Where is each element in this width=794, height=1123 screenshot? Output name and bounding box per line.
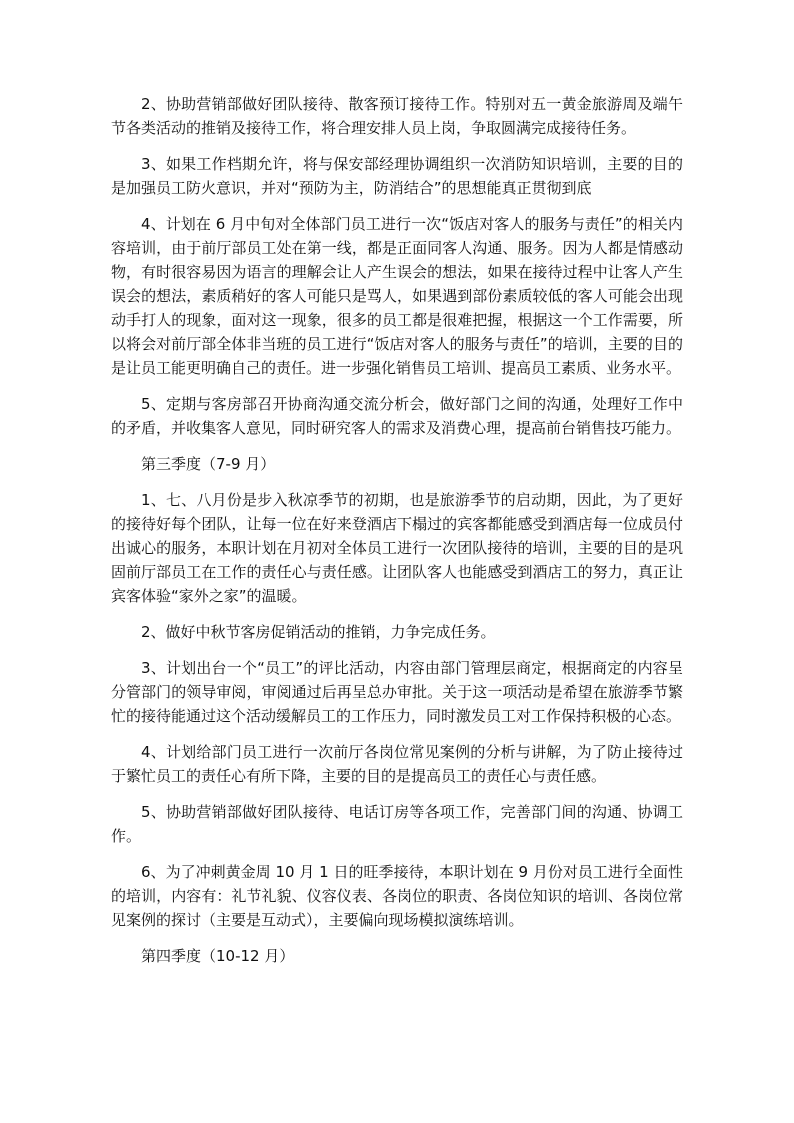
paragraph-q2-item-4: 4、计划在 6 月中旬对全体部门员工进行一次“饭店对客人的服务与责任”的相关内容培训，由于前厅部员工处在第一线，都是正面同客人沟通、服务。因为人都是情感动物，有时很容易因为语言的理解会让人产生误会的想法，如果在接待过程中让客人产生误会的想法，素质稍好的客人可能只是骂人，如果遇到部份素质较低的客人可能会出现动手打人的现象，面对这一现象，很多的员工都是很难把握，根据这一个工作需要，所以将会对前厅部全体非当班的员工进行“饭店对客人的服务与责任”的培训，主要的目的是让员工能更明确自己的责任。进一步强化销售员工培训、提高员工素质、业务水平。 — [111, 215, 683, 377]
paragraph-q2-item-2: 2、协助营销部做好团队接待、散客预订接待工作。特别对五一黄金旅游周及端午节各类活动的推销及接待工作，将合理安排人员上岗，争取圆满完成接待任务。 — [111, 95, 683, 137]
paragraph-q3-item-6: 6、为了冲刺黄金周 10 月 1 日的旺季接待，本职计划在 9 月份对员工进行全面性的培训，内容有：礼节礼貌、仪容仪表、各岗位的职责、各岗位知识的培训、各岗位常见案例的探讨（主要是互动式），主要偏向现场模拟演练培训。 — [111, 863, 683, 929]
paragraph-q3-item-5: 5、协助营销部做好团队接待、电话订房等各项工作，完善部门间的沟通、协调工作。 — [111, 803, 683, 845]
document-page — [111, 92, 683, 980]
paragraph-q3-item-4: 4、计划给部门员工进行一次前厅各岗位常见案例的分析与讲解，为了防止接待过于繁忙员工的责任心有所下降，主要的目的是提高员工的责任心与责任感。 — [111, 743, 683, 785]
paragraph-q2-item-3: 3、如果工作档期允许，将与保安部经理协调组织一次消防知识培训，主要的目的是加强员工防火意识，并对“预防为主，防消结合”的思想能真正贯彻到底 — [111, 155, 683, 197]
section-heading-q3: 第三季度（7-9 月） — [141, 455, 276, 473]
paragraph-q3-item-1: 1、七、八月份是步入秋凉季节的初期，也是旅游季节的启动期，因此，为了更好的接待好每个团队，让每一位在好来登酒店下榻过的宾客都能感受到酒店每一位成员付出诚心的服务，本职计划在月初对全体员工进行一次团队接待的培训，主要的目的是巩固前厅部员工在工作的责任心与责任感。让团队客人也能感受到酒店工的努力，真正让宾客体验“家外之家”的温暖。 — [111, 491, 683, 605]
paragraph-q3-item-3: 3、计划出台一个“员工”的评比活动，内容由部门管理层商定，根据商定的内容呈分管部门的领导审阅，审阅通过后再呈总办审批。关于这一项活动是希望在旅游季节繁忙的接待能通过这个活动缓解员工的工作压力，同时激发员工对工作保持积极的心态。 — [111, 659, 683, 725]
paragraph-q2-item-5: 5、定期与客房部召开协商沟通交流分析会，做好部门之间的沟通，处理好工作中的矛盾，并收集客人意见，同时研究客人的需求及消费心理，提高前台销售技巧能力。 — [111, 395, 683, 437]
section-heading-q4: 第四季度（10-12 月） — [141, 947, 295, 965]
paragraph-q3-item-2: 2、做好中秋节客房促销活动的推销，力争完成任务。 — [141, 623, 496, 641]
